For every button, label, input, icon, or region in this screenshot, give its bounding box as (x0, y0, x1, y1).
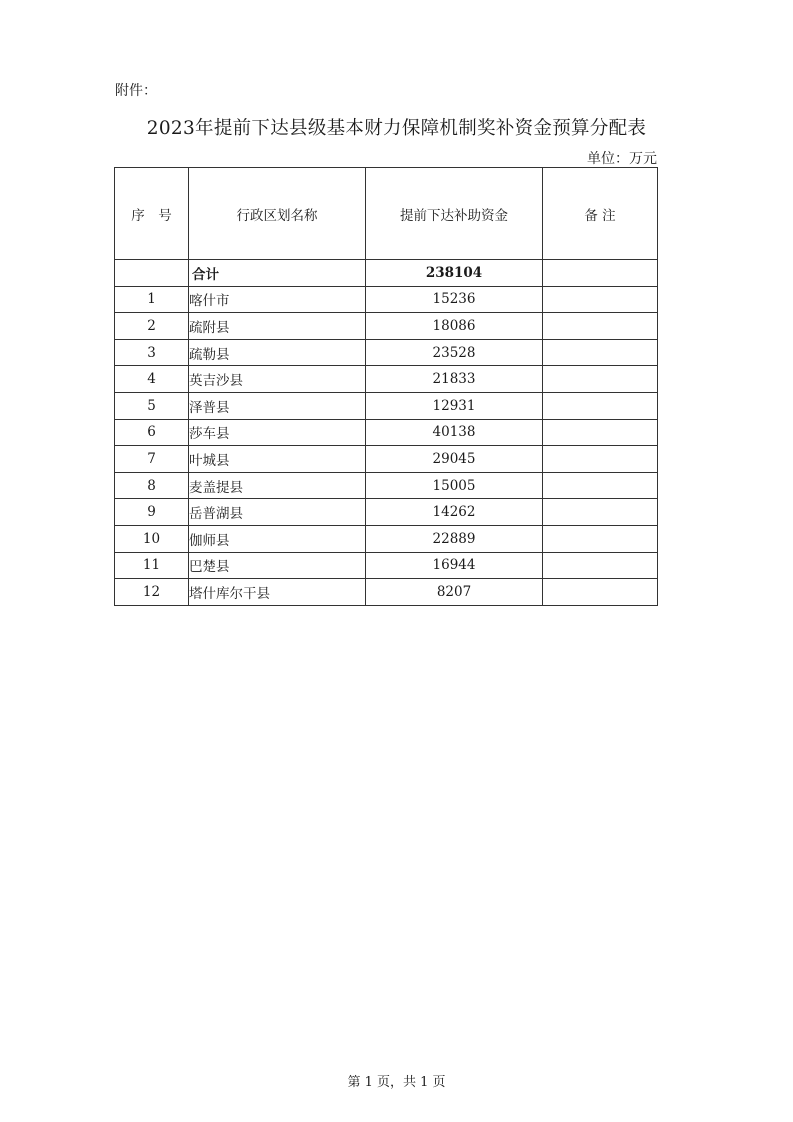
note-cell (543, 472, 658, 499)
amount-cell: 12931 (366, 392, 543, 419)
region-name-cell: 英吉沙县 (189, 366, 366, 393)
header-region-name: 行政区划名称 (189, 168, 366, 260)
note-cell (543, 366, 658, 393)
seq-cell: 10 (115, 525, 189, 552)
amount-cell: 14262 (366, 499, 543, 526)
table-header-row (115, 168, 658, 260)
note-cell (543, 339, 658, 366)
note-cell (543, 419, 658, 446)
seq-cell: 1 (115, 286, 189, 313)
amount-cell: 22889 (366, 525, 543, 552)
table-row (115, 472, 658, 499)
amount-cell: 15005 (366, 472, 543, 499)
total-seq-cell (115, 260, 189, 287)
page-title: 2023年提前下达县级基本财力保障机制奖补资金预算分配表 (146, 118, 647, 139)
total-row (115, 260, 658, 287)
seq-cell: 3 (115, 339, 189, 366)
seq-cell: 11 (115, 552, 189, 579)
seq-cell: 6 (115, 419, 189, 446)
note-cell (543, 552, 658, 579)
note-cell (543, 525, 658, 552)
table-row (115, 392, 658, 419)
region-name-cell: 塔什库尔干县 (189, 579, 366, 606)
region-name-cell: 岳普湖县 (189, 499, 366, 526)
region-name-cell: 麦盖提县 (189, 472, 366, 499)
note-cell (543, 579, 658, 606)
region-name-cell: 巴楚县 (189, 552, 366, 579)
note-cell (543, 499, 658, 526)
table-row (115, 499, 658, 526)
region-name-cell: 叶城县 (189, 446, 366, 473)
table-row (115, 552, 658, 579)
total-amount-cell: 238104 (366, 260, 543, 287)
seq-cell: 9 (115, 499, 189, 526)
note-cell (543, 313, 658, 340)
amount-cell: 15236 (366, 286, 543, 313)
amount-cell: 18086 (366, 313, 543, 340)
seq-cell: 8 (115, 472, 189, 499)
table-row (115, 339, 658, 366)
total-note-cell (543, 260, 658, 287)
seq-cell: 12 (115, 579, 189, 606)
amount-cell: 8207 (366, 579, 543, 606)
header-note: 备 注 (543, 168, 658, 260)
note-cell (543, 392, 658, 419)
table-row (115, 579, 658, 606)
amount-cell: 23528 (366, 339, 543, 366)
amount-cell: 40138 (366, 419, 543, 446)
seq-cell: 5 (115, 392, 189, 419)
table-row (115, 525, 658, 552)
seq-cell: 4 (115, 366, 189, 393)
region-name-cell: 疏勒县 (189, 339, 366, 366)
amount-cell: 29045 (366, 446, 543, 473)
note-cell (543, 286, 658, 313)
table-row (115, 366, 658, 393)
total-label-cell: 合计 (189, 260, 366, 287)
attachment-label: 附件： (115, 83, 157, 99)
note-cell (543, 446, 658, 473)
region-name-cell: 泽普县 (189, 392, 366, 419)
table-row (115, 313, 658, 340)
header-seq: 序 号 (115, 168, 189, 260)
region-name-cell: 伽师县 (189, 525, 366, 552)
allocation-table (114, 167, 658, 606)
seq-cell: 7 (115, 446, 189, 473)
seq-cell: 2 (115, 313, 189, 340)
page-footer: 第 1 页，共 1 页 (347, 1075, 446, 1090)
region-name-cell: 疏附县 (189, 313, 366, 340)
header-amount: 提前下达补助资金 (366, 168, 543, 260)
table-row (115, 446, 658, 473)
table-row (115, 286, 658, 313)
amount-cell: 16944 (366, 552, 543, 579)
table-row (115, 419, 658, 446)
unit-label: 单位：万元 (587, 151, 657, 167)
region-name-cell: 莎车县 (189, 419, 366, 446)
amount-cell: 21833 (366, 366, 543, 393)
region-name-cell: 喀什市 (189, 286, 366, 313)
